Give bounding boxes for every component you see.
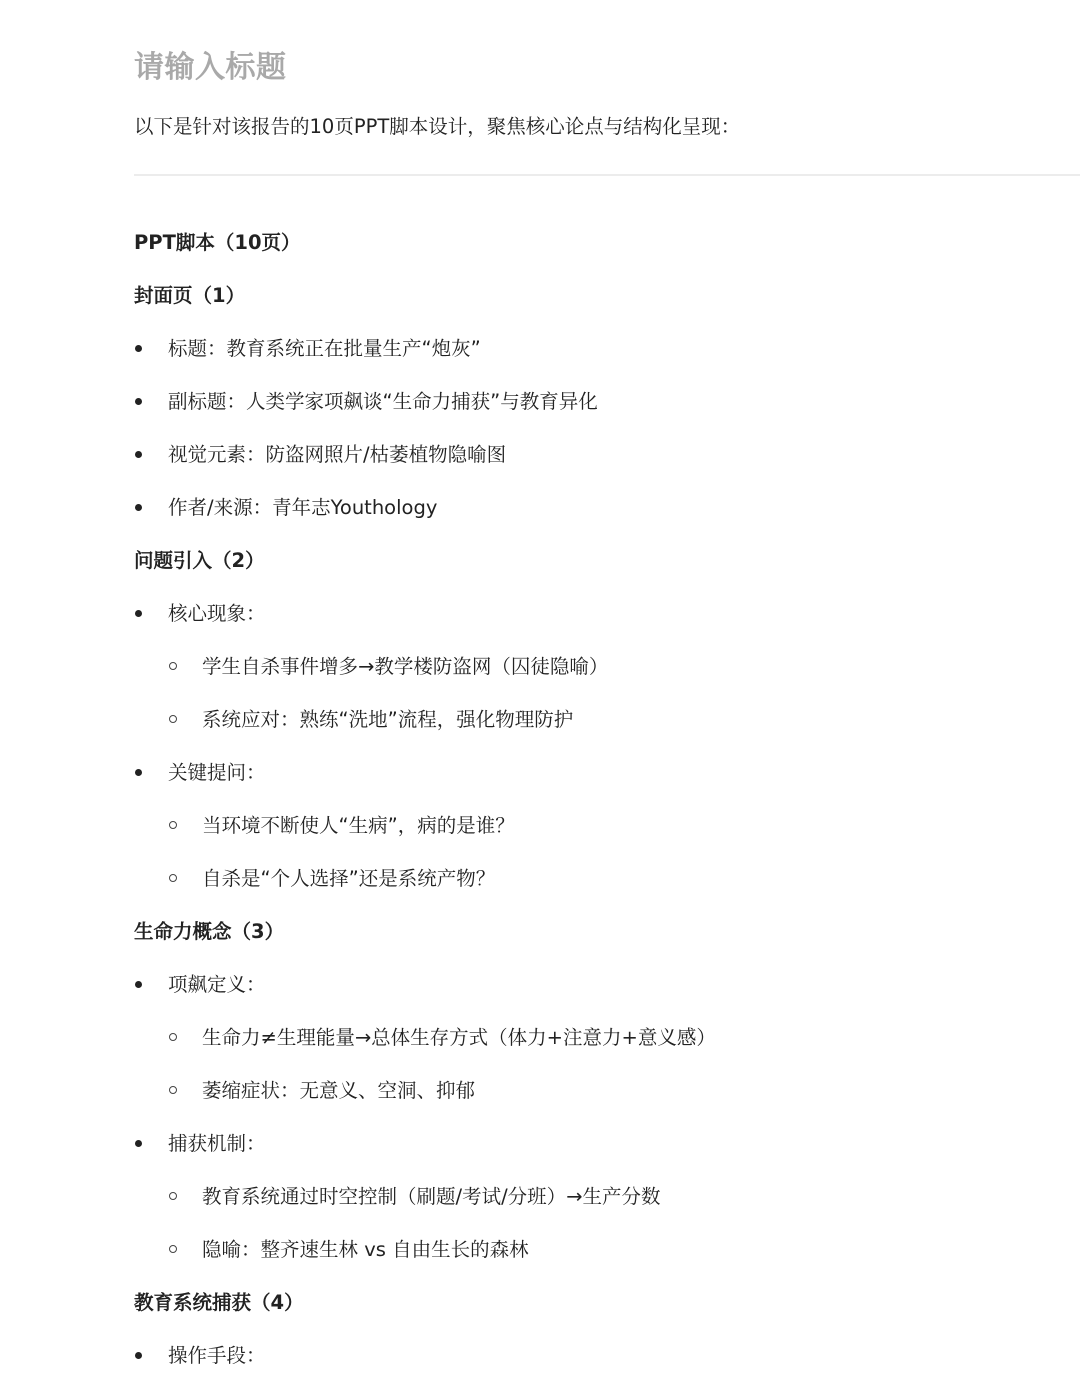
list-item-text: 学生自杀事件增多→教学楼防盗网（囚徒隐喻） — [202, 655, 609, 678]
hollow-bullet-icon — [169, 662, 177, 670]
hollow-bullet-icon — [169, 1086, 177, 1094]
bullet-icon — [135, 504, 142, 511]
list-item — [134, 481, 1080, 534]
sub-list-item — [134, 1170, 1080, 1223]
list-item-text: 视觉元素：防盗网照片/枯萎植物隐喻图 — [168, 443, 507, 466]
list-item — [134, 746, 1080, 799]
bullet-icon — [135, 769, 142, 776]
sub-list-item — [134, 640, 1080, 693]
bullet-icon — [135, 610, 142, 617]
section-heading: 问题引入（2） — [134, 549, 265, 572]
list-item-text: 自杀是“个人选择”还是系统产物？ — [202, 867, 496, 890]
hollow-bullet-icon — [169, 1245, 177, 1253]
list-item — [134, 958, 1080, 1011]
hollow-bullet-icon — [169, 1192, 177, 1200]
section-heading: 封面页（1） — [134, 284, 246, 307]
list-item — [134, 428, 1080, 481]
list-item — [134, 375, 1080, 428]
hollow-bullet-icon — [169, 874, 177, 882]
list-item-text: 系统应对：熟练“洗地”流程，强化物理防护 — [202, 708, 574, 731]
hollow-bullet-icon — [169, 1033, 177, 1041]
sub-list-item — [134, 799, 1080, 852]
section-heading: 教育系统捕获（4） — [134, 1291, 304, 1314]
list-item — [134, 1117, 1080, 1170]
list-item-text: 捕获机制： — [168, 1132, 266, 1155]
list-item-text: 项飙定义： — [168, 973, 266, 996]
list-item — [134, 1329, 1080, 1382]
horizontal-divider — [134, 174, 1080, 176]
sub-list-item — [134, 1223, 1080, 1276]
list-item-text: 关键提问： — [168, 761, 266, 784]
sub-list-item — [134, 852, 1080, 905]
list-item-text: 生命力≠生理能量→总体生存方式（体力+注意力+意义感） — [202, 1026, 716, 1049]
list-item-text: 作者/来源：青年志Youthology — [168, 496, 438, 519]
list-item-text: 当环境不断使人“生病”，病的是谁？ — [202, 814, 515, 837]
list-item-text: 标题：教育系统正在批量生产“炮灰” — [168, 337, 481, 360]
bullet-icon — [135, 1352, 142, 1359]
list-item-text: 隐喻：整齐速生林 vs 自由生长的森林 — [202, 1238, 529, 1261]
list-item-text: 核心现象： — [168, 602, 266, 625]
list-item-text: 副标题：人类学家项飙谈“生命力捕获”与教育异化 — [168, 390, 598, 413]
list-item-text: 教育系统通过时空控制（刷题/考试/分班）→生产分数 — [202, 1185, 661, 1208]
sub-list-item — [134, 1064, 1080, 1117]
bullet-icon — [135, 451, 142, 458]
list-item-text: 萎缩症状：无意义、空洞、抑郁 — [202, 1079, 476, 1102]
hollow-bullet-icon — [169, 715, 177, 723]
section-heading: PPT脚本（10页） — [134, 231, 301, 254]
bullet-icon — [135, 981, 142, 988]
document-body — [134, 216, 1080, 1382]
list-item — [134, 322, 1080, 375]
title-input[interactable]: 请输入标题 — [134, 50, 287, 85]
hollow-bullet-icon — [169, 821, 177, 829]
intro-paragraph: 以下是针对该报告的10页PPT脚本设计，聚焦核心论点与结构化呈现： — [134, 115, 741, 138]
sub-list-item — [134, 693, 1080, 746]
list-item-text: 操作手段： — [168, 1344, 266, 1367]
bullet-icon — [135, 398, 142, 405]
sub-list-item — [134, 1011, 1080, 1064]
bullet-icon — [135, 1140, 142, 1147]
list-item — [134, 587, 1080, 640]
section-heading: 生命力概念（3） — [134, 920, 285, 943]
bullet-icon — [135, 345, 142, 352]
